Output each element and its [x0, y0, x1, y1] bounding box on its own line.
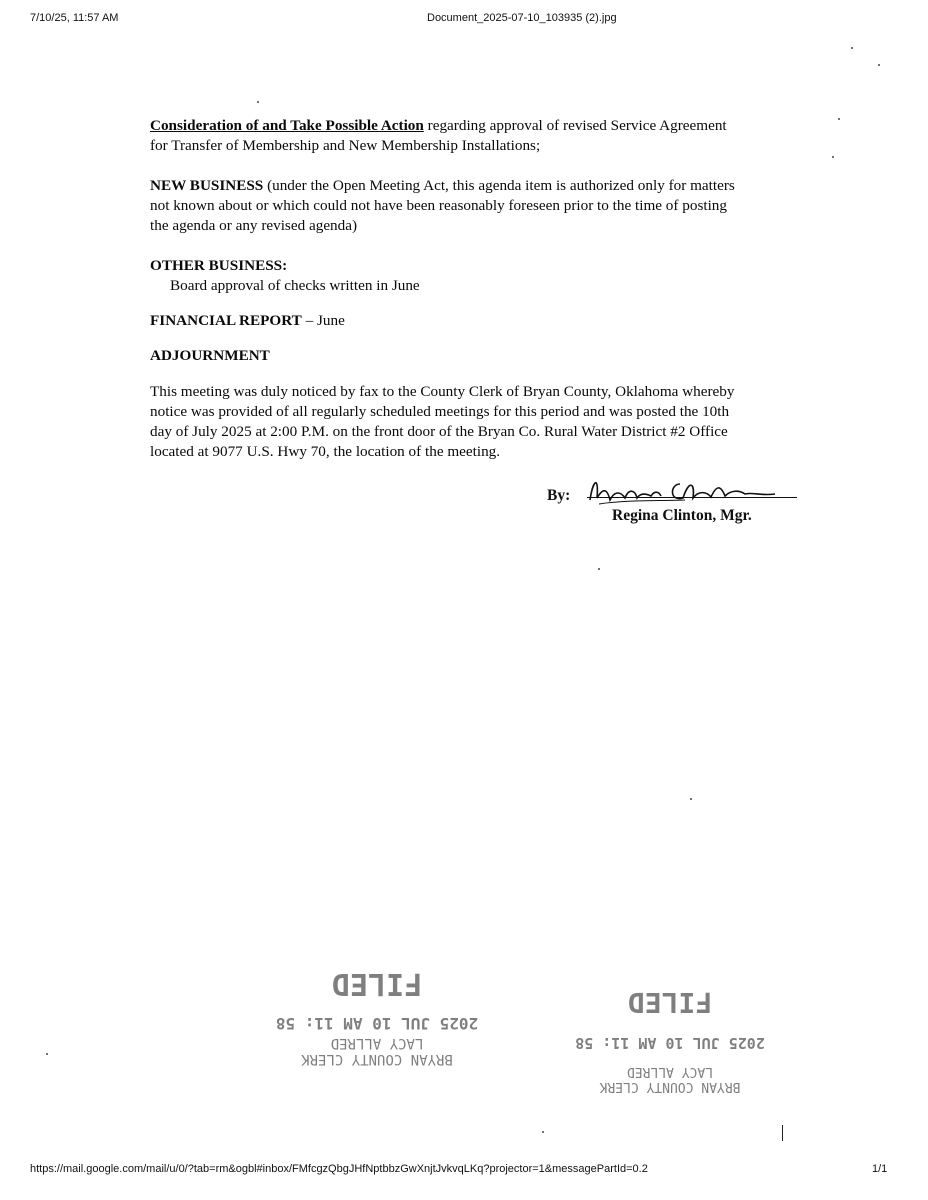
scan-speck	[838, 118, 840, 120]
scan-speck	[851, 47, 853, 49]
scan-speck	[46, 1053, 48, 1055]
consideration-text: regarding approval of revised Service Agreement	[423, 117, 727, 134]
print-filename: Document_2025-07-10_103935 (2).jpg	[427, 12, 617, 24]
scan-speck	[542, 1131, 544, 1133]
scan-speck	[878, 64, 880, 66]
stamp-datetime: 2025 JUL 10 AM 11: 58	[275, 1014, 479, 1033]
handwritten-signature	[585, 470, 800, 510]
new-business-text-end: the agenda or any revised agenda)	[150, 217, 358, 234]
consideration-text-cont: for Transfer of Membership and New Membership Installations;	[150, 137, 541, 154]
stamp-clerk-name: LACY ALLRED	[330, 1035, 424, 1051]
filed-stamp-right	[575, 985, 765, 1094]
print-page-number: 1/1	[872, 1163, 888, 1175]
adjournment-title: ADJOURNMENT	[150, 347, 270, 364]
scan-speck	[257, 101, 259, 103]
other-business-item: Board approval of checks written in June	[170, 277, 420, 294]
new-business-item	[150, 176, 800, 236]
new-business-title: NEW BUSINESS	[150, 177, 264, 194]
financial-title: FINANCIAL REPORT	[150, 312, 302, 329]
consideration-title: Consideration of and Take Possible Action	[150, 117, 424, 134]
signature-by-label: By:	[547, 487, 571, 504]
notice-line: This meeting was duly noticed by fax to the County Clerk of Bryan County, Oklahoma whereby	[150, 383, 735, 400]
stamp-filed: FILED	[331, 966, 423, 1001]
notice-line: notice was provided of all regularly scheduled meetings for this period and was posted the 10th	[150, 403, 730, 420]
consideration-item	[150, 116, 800, 156]
filed-stamp-left	[262, 965, 492, 1067]
financial-text: – June	[301, 312, 345, 329]
scan-speck	[690, 798, 692, 800]
stamp-county-clerk: BRYAN COUNTY CLERK	[301, 1051, 453, 1067]
print-url: https://mail.google.com/mail/u/0/?tab=rm&ogbl#inbox/FMfcgzQbgJHfNptbbzGwXnjtJvkvqLKq?projector=1&messagePartId=0.2	[30, 1163, 648, 1175]
financial-report-item	[150, 311, 800, 331]
print-datetime: 7/10/25, 11:57 AM	[30, 12, 119, 24]
notice-line: day of July 2025 at 2:00 P.M. on the front door of the Bryan Co. Rural Water District #2 Office	[150, 423, 728, 440]
stamp-filed: FILED	[627, 986, 713, 1019]
new-business-text: (under the Open Meeting Act, this agenda item is authorized only for matters	[263, 177, 735, 194]
other-business-title: OTHER BUSINESS:	[150, 257, 288, 274]
notice-line: located at 9077 U.S. Hwy 70, the location of the meeting.	[150, 443, 501, 460]
signature-line	[587, 497, 797, 498]
agenda-body	[150, 116, 800, 462]
scan-speck	[832, 156, 834, 158]
stamp-clerk-name: LACY ALLRED	[626, 1064, 714, 1079]
stamp-county-clerk: BRYAN COUNTY CLERK	[599, 1079, 741, 1094]
signature-name: Regina Clinton, Mgr.	[612, 507, 752, 524]
stamp-datetime: 2025 JUL 10 AM 11: 58	[575, 1034, 765, 1052]
new-business-text-cont: not known about or which could not have been reasonably foreseen prior to the time of posting	[150, 197, 727, 214]
scan-mark	[782, 1125, 783, 1141]
notice-paragraph	[150, 382, 800, 462]
scan-speck	[598, 568, 600, 570]
